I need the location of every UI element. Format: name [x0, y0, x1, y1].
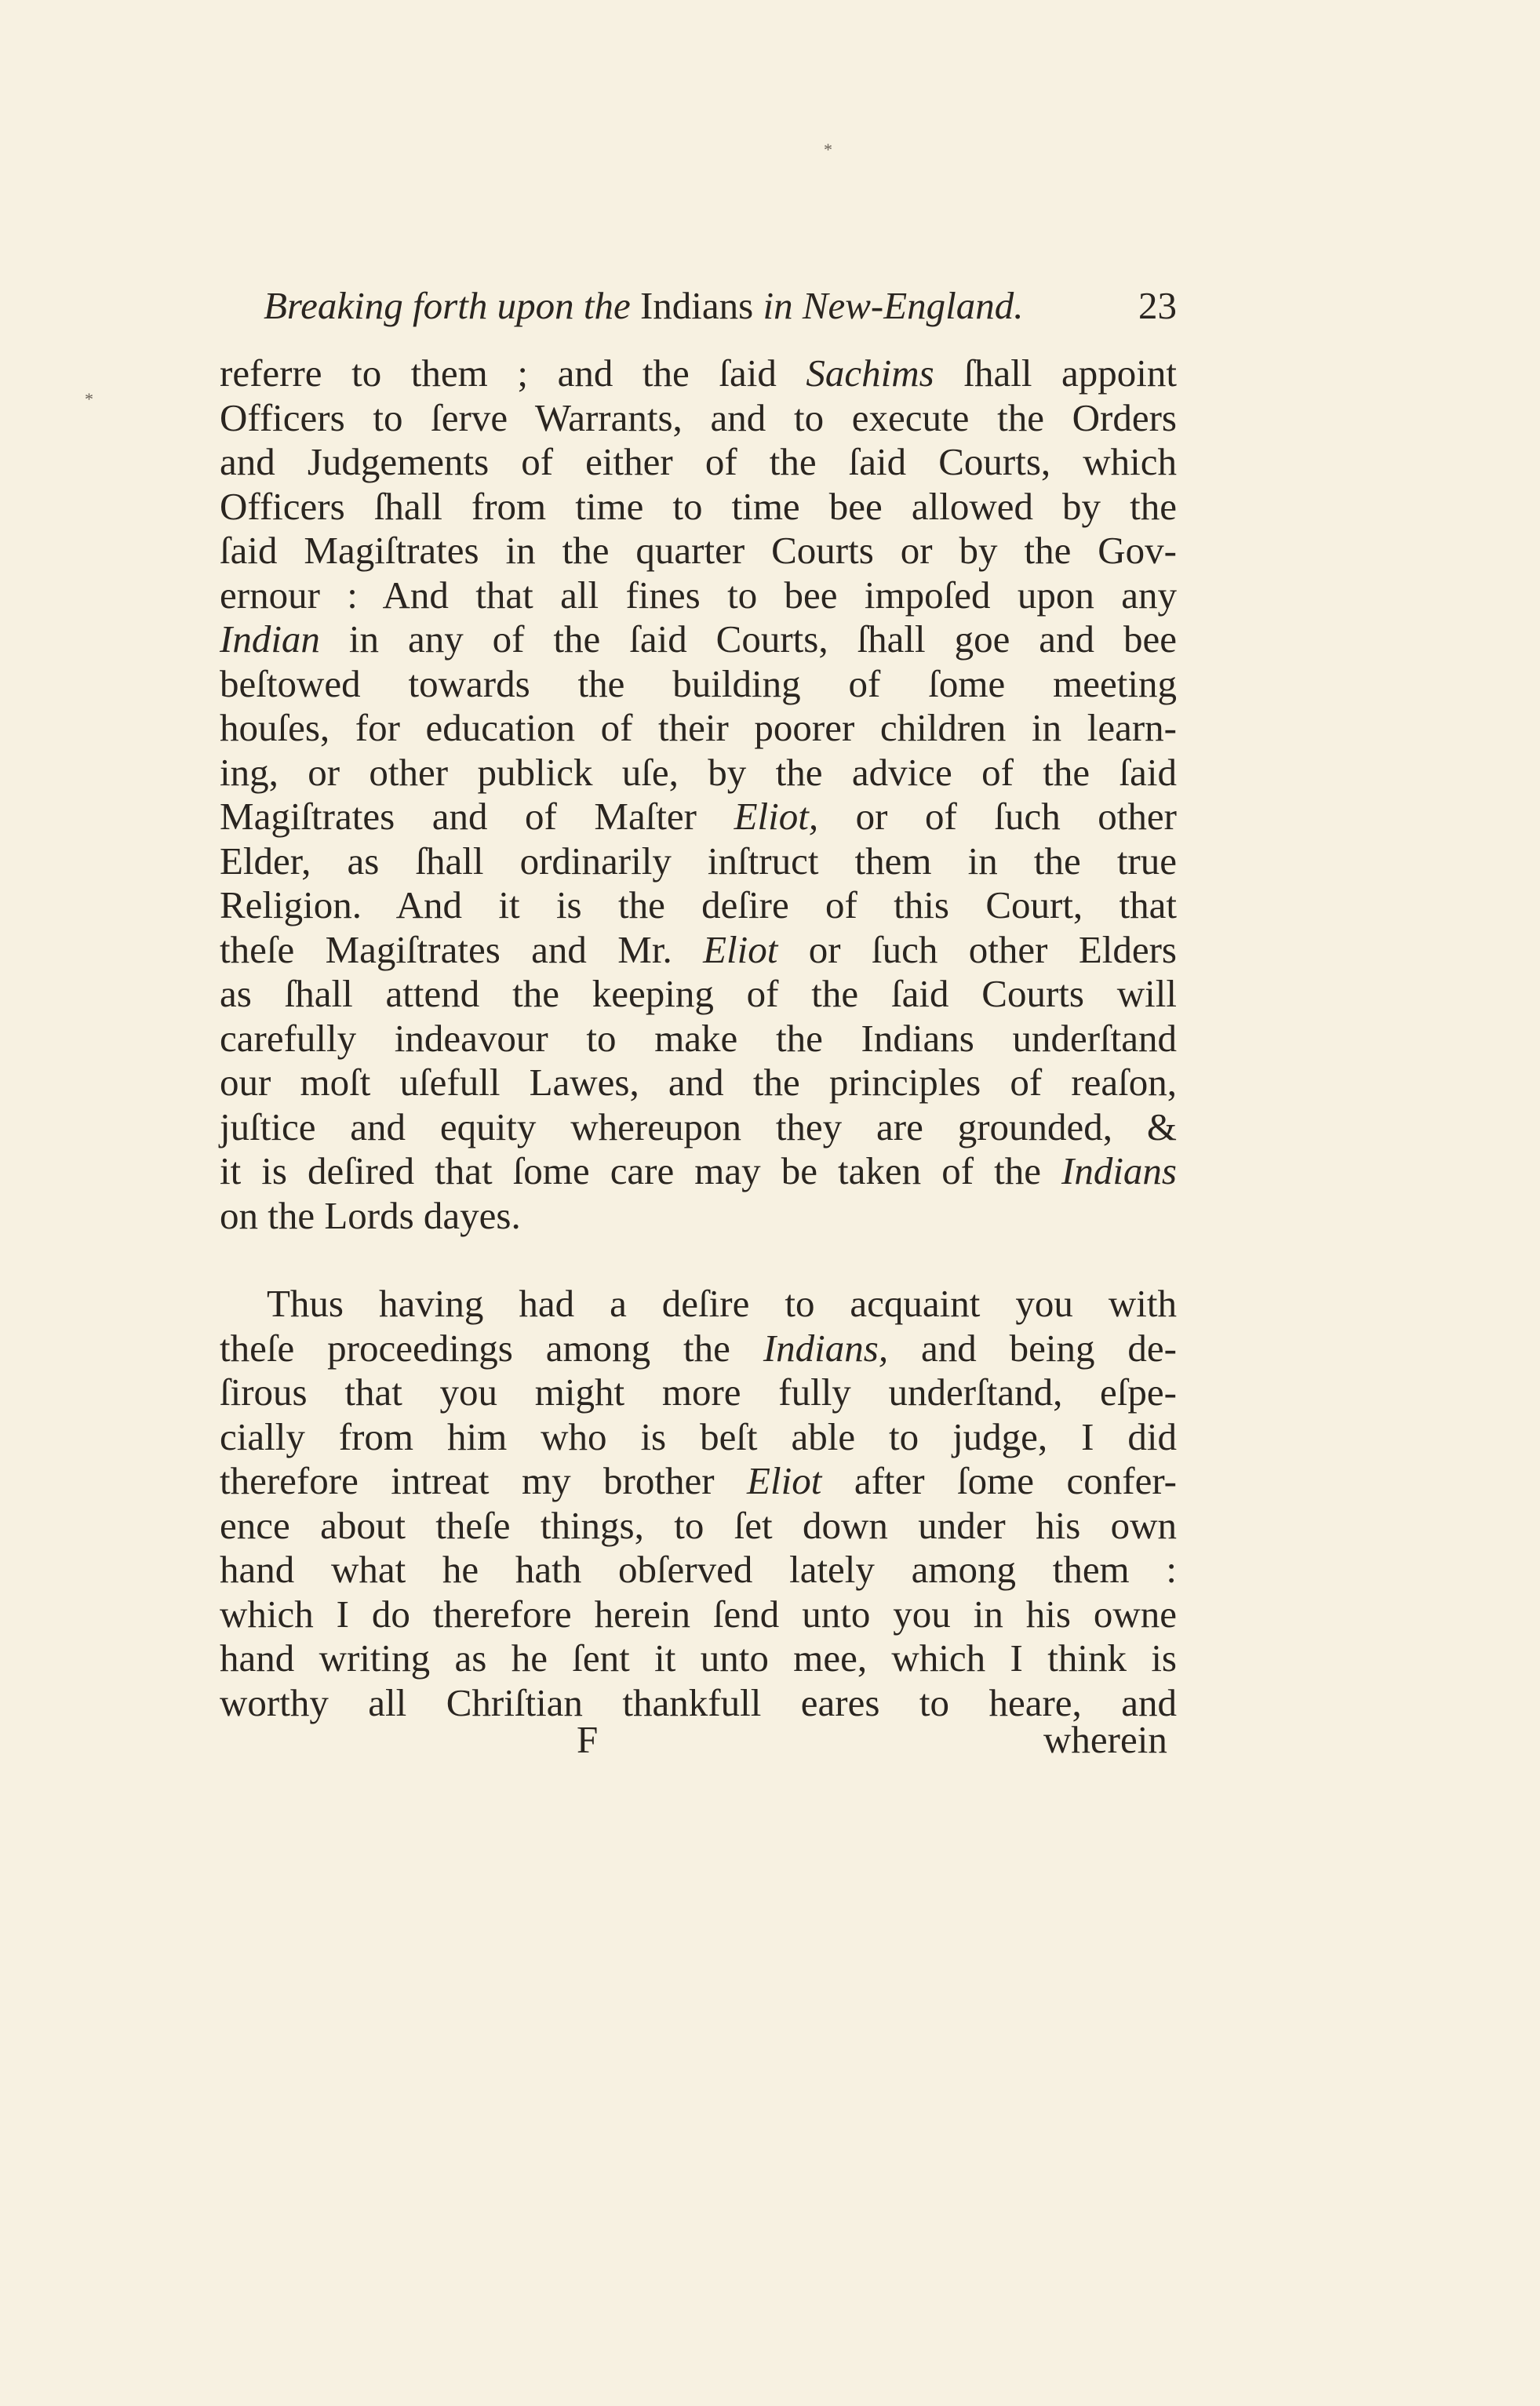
text-run: ſhall appoint — [934, 351, 1177, 395]
text-run: Officers ſhall from time to time bee allowed by the — [220, 484, 1177, 528]
text-run: Elder, as ſhall ordinarily inſtruct them in the true — [220, 839, 1177, 883]
text-run: and being de- — [888, 1326, 1177, 1370]
page-number: 23 — [1138, 284, 1177, 327]
text-run: ſaid Magiſtrates in the quarter Courts or by the Gov- — [220, 529, 1177, 572]
text-run: juſtice and equity whereupon they are grounded, & — [220, 1105, 1177, 1148]
text-line — [220, 396, 1177, 441]
text-run: as ſhall attend the keeping of the ſaid Courts will — [220, 972, 1177, 1015]
text-run: ing, or other publick uſe, by the advice of the ſaid — [220, 750, 1177, 794]
signature-mark: F — [577, 1718, 599, 1761]
text-line — [220, 883, 1177, 928]
text-line — [220, 440, 1177, 485]
text-line — [220, 662, 1177, 707]
text-run: referre to them ; and the ſaid — [220, 351, 806, 395]
text-run: it is deſired that ſome care may be taken of the — [220, 1149, 1061, 1192]
text-run: our moſt uſefull Lawes, and the principles of reaſon, — [220, 1061, 1177, 1104]
text-run: theſe proceedings among the — [220, 1326, 763, 1370]
text-line — [220, 1327, 1177, 1371]
text-run: theſe Magiſtrates and Mr. — [220, 927, 704, 971]
text-run: Officers to ſerve Warrants, and to execute the Orders — [220, 395, 1177, 439]
italic-text: Indian — [220, 617, 320, 661]
text-run: houſes, for education of their poorer children in learn- — [220, 706, 1177, 749]
text-run: on the Lords dayes. — [220, 1193, 521, 1237]
text-line — [220, 1504, 1177, 1549]
text-line — [220, 839, 1177, 884]
text-line — [220, 1282, 1177, 1327]
italic-text: Eliot — [747, 1459, 822, 1502]
italic-text: Sachims — [806, 351, 934, 395]
text-line — [220, 1459, 1177, 1504]
text-line — [220, 751, 1177, 795]
text-line — [220, 1194, 1177, 1239]
text-run: after ſome confer- — [821, 1459, 1177, 1502]
text-line — [220, 529, 1177, 573]
text-run: in any of the ſaid Courts, ſhall goe and bee — [319, 617, 1177, 661]
italic-text: Eliot — [703, 927, 778, 971]
text-run: worthy all Chriſtian thankfull eares to heare, and — [220, 1680, 1177, 1724]
text-line — [220, 1105, 1177, 1150]
text-line — [220, 1636, 1177, 1681]
text-line — [220, 1017, 1177, 1061]
body-text — [220, 351, 1177, 1725]
text-line — [220, 1370, 1177, 1415]
text-run: or of ſuch other — [818, 795, 1177, 838]
running-head-title-roman: Indians — [639, 284, 754, 327]
text-line — [220, 1149, 1177, 1194]
text-run: hand what he hath obſerved lately among them : — [220, 1548, 1177, 1591]
text-run: Religion. And it is the deſire of this Court, that — [220, 883, 1177, 926]
text-line — [220, 573, 1177, 618]
text-run: ernour : And that all fines to bee impoſed upon any — [220, 573, 1177, 617]
text-line — [220, 1548, 1177, 1592]
running-head — [264, 282, 1177, 329]
text-line — [220, 1681, 1177, 1726]
text-run: and Judgements of either of the ſaid Courts, which — [220, 440, 1177, 483]
text-line — [220, 351, 1177, 396]
text-line — [220, 1061, 1177, 1105]
text-run: carefully indeavour to make the Indians underſtand — [220, 1016, 1177, 1060]
text-run: ſirous that you might more fully underſtand, eſpe- — [220, 1370, 1177, 1414]
italic-text: Indians — [1061, 1149, 1177, 1192]
text-line — [220, 617, 1177, 662]
text-line — [220, 1415, 1177, 1460]
paragraph — [220, 1282, 1177, 1725]
running-head-title-italic: in New-England. — [753, 284, 1024, 327]
text-line — [220, 1592, 1177, 1637]
paragraph — [220, 351, 1177, 1238]
italic-text: Indians, — [763, 1326, 889, 1370]
text-run: Thus having had a deſire to acquaint you with — [267, 1282, 1177, 1325]
text-run: Magiſtrates and of Maſter — [220, 795, 734, 838]
text-run: or ſuch other Elders — [777, 927, 1177, 971]
asterisk-mark: * — [824, 140, 832, 159]
text-line — [220, 706, 1177, 751]
catchword: wherein — [1043, 1718, 1167, 1761]
text-run: which I do therefore herein ſend unto you in his owne — [220, 1592, 1177, 1636]
text-run: ence about theſe things, to ſet down under his own — [220, 1503, 1177, 1547]
text-line — [220, 928, 1177, 973]
text-line — [220, 795, 1177, 839]
running-head-title-italic: Breaking forth upon the — [264, 284, 640, 327]
text-run: cially from him who is beſt able to judge, I did — [220, 1414, 1177, 1458]
italic-text: Eliot, — [734, 795, 819, 838]
text-run: therefore intreat my brother — [220, 1459, 748, 1502]
paragraph-gap — [220, 1238, 1177, 1282]
asterisk-mark: * — [85, 389, 93, 409]
text-run: hand writing as he ſent it unto mee, which I think is — [220, 1636, 1177, 1680]
text-line — [220, 485, 1177, 530]
text-run: beſtowed towards the building of ſome meeting — [220, 661, 1177, 705]
text-line — [220, 972, 1177, 1017]
